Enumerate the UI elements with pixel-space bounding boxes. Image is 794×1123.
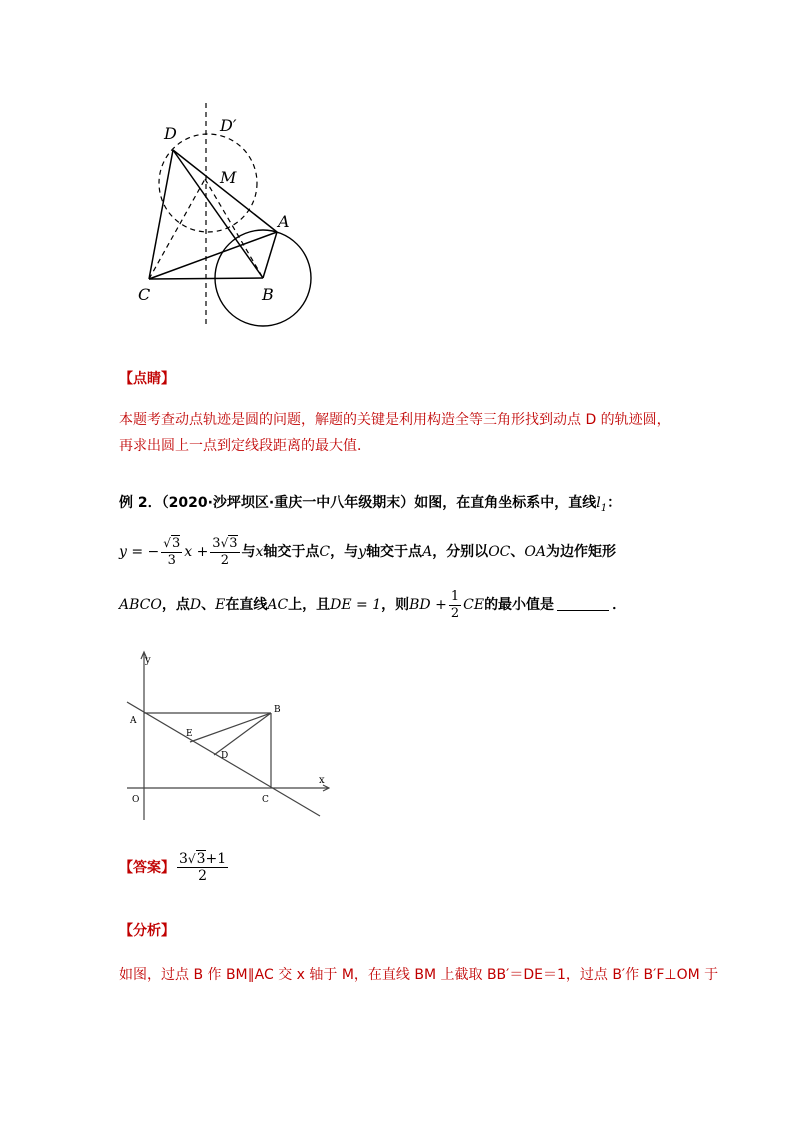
text-then: ，则 <box>381 597 410 613</box>
frac2-denominator: 2 <box>220 553 230 568</box>
answer-blank <box>557 596 609 611</box>
answer-radicand: 3 <box>196 851 206 867</box>
answer-fraction: $\frac{3√3+1}{2}$ <box>179 851 227 884</box>
coordinate-figure <box>115 650 330 825</box>
text-axis-meet: 轴交于点 <box>263 544 320 560</box>
dianjing-line-2: 再求出圆上一点到定线段距离的最大值． <box>119 438 371 454</box>
var-bd-plus: BD + <box>409 597 447 613</box>
label-d: D <box>164 124 177 143</box>
eq-x-plus: x + <box>184 544 209 560</box>
var-a: A <box>422 544 433 560</box>
text-comma-yu: ，与 <box>330 544 359 560</box>
segment-ca <box>149 232 277 279</box>
label-a: A <box>278 212 290 231</box>
var-c: C <box>319 544 331 560</box>
segment-ab <box>263 232 277 278</box>
label-m: M <box>220 168 237 187</box>
text-dun-2: 、 <box>201 597 216 613</box>
var-ac: AC <box>267 597 289 613</box>
text-respectively: ，分别以 <box>432 544 489 560</box>
frac1-denominator: 3 <box>167 553 176 568</box>
geometry-figure-circles <box>120 95 340 335</box>
var-d: D <box>189 597 202 613</box>
var-x: x <box>255 544 264 560</box>
answer-coefficient: 3 <box>179 851 188 867</box>
text-on-line: 在直线 <box>225 597 268 613</box>
text-make-rect: 为边作矩形 <box>545 544 616 560</box>
frac-sqrt3-over-3: $\frac{√3}{3}$ <box>163 536 181 568</box>
frac2-coefficient: 3 <box>212 536 221 551</box>
dianjing-body <box>119 407 679 459</box>
text-period: ． <box>612 597 627 613</box>
label-d-prime: D′ <box>220 116 237 135</box>
text-and: 上，且 <box>288 597 331 613</box>
segment-bd <box>214 713 271 755</box>
var-oa: OA <box>524 544 546 560</box>
frac-3sqrt3-over-2: $\frac{3√3}{2}$ <box>212 536 238 568</box>
eq-y-minus: y = − <box>119 544 160 560</box>
segment-be <box>190 713 271 742</box>
answer-row <box>119 850 230 884</box>
frac1-radicand: 3 <box>171 536 181 551</box>
dianjing-tag: 【点睛】 <box>119 371 175 387</box>
var-oc: OC <box>488 544 511 560</box>
frac3-numerator: 1 <box>450 588 460 604</box>
answer-denominator: 2 <box>198 868 208 884</box>
label-c: C <box>262 795 269 805</box>
dashed-segment-cm <box>149 179 205 279</box>
var-e: E <box>215 597 226 613</box>
label-b: B <box>274 705 281 715</box>
answer-tag: 【答案】 <box>119 860 175 876</box>
dashed-segment-mb <box>205 179 263 278</box>
analysis-tag: 【分析】 <box>119 923 175 939</box>
frac3-denominator: 2 <box>450 605 460 621</box>
example2-equation-line <box>119 532 616 572</box>
text-axis-meet-2: 轴交于点 <box>366 544 423 560</box>
text-point: ，点 <box>161 597 190 613</box>
label-x: x <box>319 775 325 786</box>
example2-colon: ： <box>607 495 622 511</box>
segment-cb <box>149 278 263 279</box>
answer-plus-one: +1 <box>205 851 227 867</box>
label-b: B <box>262 285 274 304</box>
frac2-radicand: 3 <box>229 536 238 551</box>
text-min-value: 的最小值是 <box>484 597 555 613</box>
dianjing-line-1: 本题考查动点轨迹是圆的问题，解题的关键是利用构造全等三角形找到动点 D 的轨迹圆， <box>119 412 671 428</box>
label-o: O <box>132 795 140 805</box>
segment-da <box>173 150 277 232</box>
text-dun: 、 <box>510 544 525 560</box>
line-l-symbol: l <box>596 495 601 511</box>
example2-heading <box>119 492 621 514</box>
example2-head-text: 例 2．（2020·沙坪坝区·重庆一中八年级期末）如图，在直角坐标系中，直线 <box>119 495 597 511</box>
segment-dc <box>149 150 173 279</box>
label-a: A <box>130 716 137 726</box>
text-yu: 与 <box>241 544 256 560</box>
var-abco: ABCO <box>119 597 162 613</box>
var-y: y <box>358 544 367 560</box>
label-c: C <box>138 285 151 304</box>
var-de-eq-1: DE = 1 <box>330 597 382 613</box>
example2-condition-line <box>119 585 626 625</box>
var-ce: CE <box>463 597 485 613</box>
segment-db <box>173 150 263 278</box>
label-y: y <box>145 655 151 666</box>
frac-one-half <box>449 589 461 622</box>
analysis-line-1: 如图，过点 B 作 BM∥AC 交 x 轴于 M，在直线 BM 上截取 BB′＝DE＝1，过点 B′作 B′F⊥OM 于 <box>119 967 719 983</box>
line-l-subscript: 1 <box>600 502 608 514</box>
label-d: D <box>221 751 229 761</box>
label-e: E <box>186 729 193 739</box>
